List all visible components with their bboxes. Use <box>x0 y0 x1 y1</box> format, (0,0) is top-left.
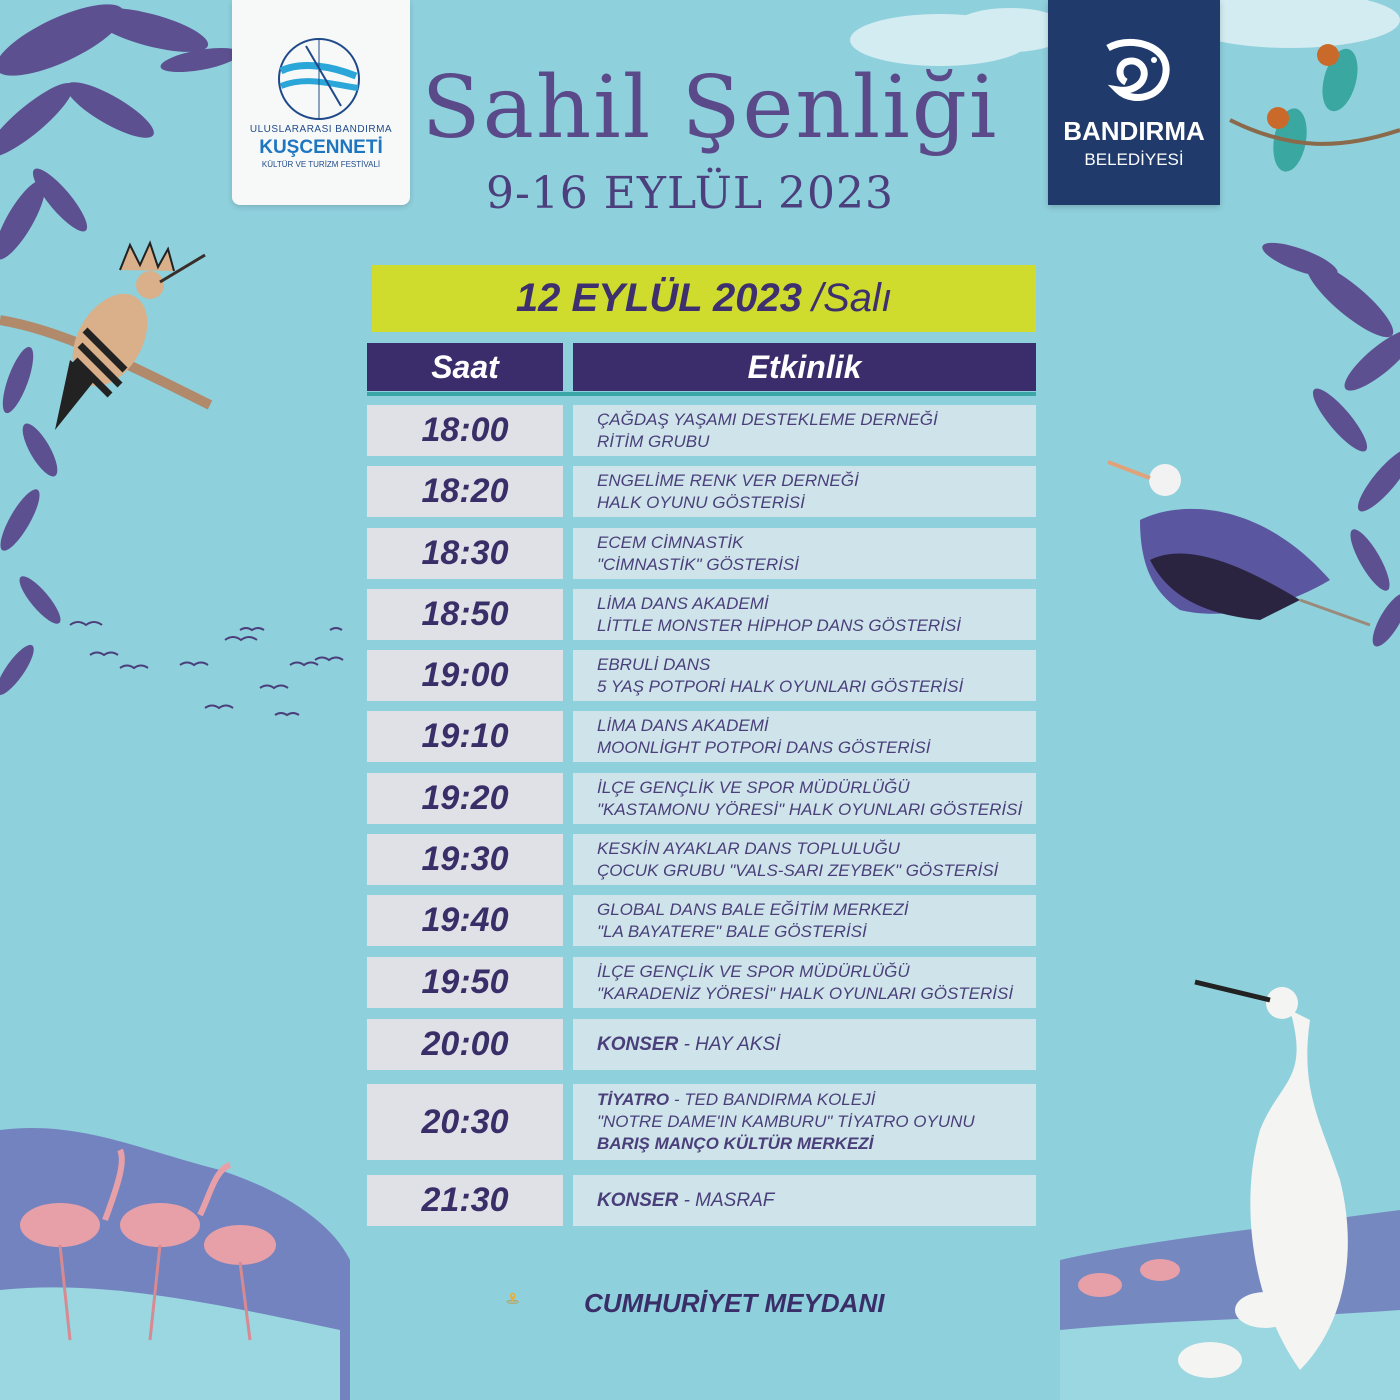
hoopoe-bird <box>55 243 205 430</box>
kuscenneti-festival-banner <box>232 0 410 205</box>
table-row <box>367 650 1036 701</box>
time-cell: 18:20 <box>367 466 563 517</box>
table-row <box>367 1019 1036 1070</box>
event-line-2: "CİMNASTİK" GÖSTERİSİ <box>597 554 799 574</box>
event-type: KONSER <box>597 1033 679 1055</box>
event-line-2: "NOTRE DAME'IN KAMBURU" TİYATRO OYUNU <box>597 1112 975 1131</box>
time-cell: 19:00 <box>367 650 563 701</box>
table-row <box>367 773 1036 824</box>
event-cell <box>573 650 1036 701</box>
event-name: - TED BANDIRMA KOLEJİ <box>669 1090 876 1109</box>
table-row <box>367 895 1036 946</box>
table-row <box>367 405 1036 456</box>
event-line-1 <box>597 1089 1036 1111</box>
bandirma-municipality-banner <box>1048 0 1220 205</box>
event-cell <box>573 711 1036 762</box>
event-line-1: İLÇE GENÇLİK VE SPOR MÜDÜRLÜĞÜ <box>597 961 910 981</box>
event-name: - MASRAF <box>678 1189 775 1211</box>
time-cell: 20:30 <box>367 1084 563 1160</box>
table-row <box>367 1175 1036 1226</box>
event-cell <box>573 1084 1036 1160</box>
event-cell <box>573 528 1036 579</box>
event-venue: BARIŞ MANÇO KÜLTÜR MERKEZİ <box>597 1134 874 1153</box>
heron-bird <box>1108 462 1370 625</box>
event-cell <box>573 957 1036 1008</box>
event-line-2: MOONLİGHT POTPORİ DANS GÖSTERİSİ <box>597 737 931 757</box>
logo-text-line2: KUŞCENNETİ <box>259 137 383 158</box>
event-line-1: LİMA DANS AKADEMİ <box>597 715 769 735</box>
event-name: - HAY AKSİ <box>678 1033 781 1055</box>
event-cell <box>573 1175 1036 1226</box>
table-row <box>367 466 1036 517</box>
event-type: TİYATRO <box>597 1090 670 1109</box>
page-title: Sahil Şenliği <box>421 58 999 158</box>
event-line-2: ÇOCUK GRUBU "VALS-SARI ZEYBEK" GÖSTERİSİ <box>597 860 999 880</box>
bee-eater-birds <box>1230 44 1400 174</box>
time-cell: 19:10 <box>367 711 563 762</box>
table-row <box>367 528 1036 579</box>
event-line-2: "LA BAYATERE" BALE GÖSTERİSİ <box>597 921 867 941</box>
event-line-1: KESKİN AYAKLAR DANS TOPLULUĞU <box>597 838 900 858</box>
event-line-1: ECEM CİMNASTİK <box>597 532 744 552</box>
event-line-2: RİTİM GRUBU <box>597 431 710 451</box>
table-row <box>367 589 1036 640</box>
event-cell <box>573 834 1036 885</box>
column-header-event: Etkinlik <box>573 343 1036 391</box>
belediyesi-text: BELEDİYESİ <box>1084 150 1184 169</box>
time-cell: 18:30 <box>367 528 563 579</box>
location-pin-icon <box>505 1260 585 1340</box>
event-line-1: ÇAĞDAŞ YAŞAMI DESTEKLEME DERNEĞİ <box>597 409 938 429</box>
table-row <box>367 711 1036 762</box>
event-cell <box>573 773 1036 824</box>
bandirma-text: BANDIRMA <box>1063 116 1205 146</box>
event-line-1 <box>597 1190 1036 1212</box>
time-cell: 19:50 <box>367 957 563 1008</box>
event-cell <box>573 895 1036 946</box>
time-cell: 18:00 <box>367 405 563 456</box>
event-line-1: İLÇE GENÇLİK VE SPOR MÜDÜRLÜĞÜ <box>597 777 910 797</box>
header-divider <box>367 392 1036 396</box>
time-cell: 19:40 <box>367 895 563 946</box>
event-line-2: LİTTLE MONSTER HİPHOP DANS GÖSTERİSİ <box>597 615 961 635</box>
event-line-1: GLOBAL DANS BALE EĞİTİM MERKEZİ <box>597 899 909 919</box>
event-line-1: LİMA DANS AKADEMİ <box>597 593 769 613</box>
time-cell: 21:30 <box>367 1175 563 1226</box>
event-line-2: 5 YAŞ POTPORİ HALK OYUNLARI GÖSTERİSİ <box>597 676 964 696</box>
globe-bird-logo-icon <box>276 36 362 122</box>
logo-text-line3: KÜLTÜR VE TURİZM FESTİVALİ <box>261 160 381 169</box>
event-line-1: ENGELİME RENK VER DERNEĞİ <box>597 470 859 490</box>
event-type: KONSER <box>597 1189 679 1211</box>
day-date: 12 EYLÜL 2023 <box>515 276 803 320</box>
table-row <box>367 1084 1036 1160</box>
time-cell: 19:20 <box>367 773 563 824</box>
event-line-2: HALK OYUNU GÖSTERİSİ <box>597 492 805 512</box>
table-row <box>367 834 1036 885</box>
event-cell <box>573 1019 1036 1070</box>
event-cell <box>573 466 1036 517</box>
day-weekday: /Salı <box>812 276 893 320</box>
event-line-2: "KARADENİZ YÖRESİ" HALK OYUNLARI GÖSTERİSİ <box>597 983 1014 1003</box>
event-line-2: "KASTAMONU YÖRESİ" HALK OYUNLARI GÖSTERİSİ <box>597 799 1023 819</box>
location-label: CUMHURİYET MEYDANI <box>584 1288 885 1318</box>
event-cell <box>573 589 1036 640</box>
event-cell <box>573 405 1036 456</box>
time-cell: 20:00 <box>367 1019 563 1070</box>
event-line-1: EBRULİ DANS <box>597 654 711 674</box>
day-band <box>372 265 1036 332</box>
festival-dates: 9-16 EYLÜL 2023 <box>485 168 895 219</box>
event-line-1 <box>597 1034 1036 1056</box>
bandirma-bird-logo-icon <box>1096 38 1174 108</box>
time-cell: 19:30 <box>367 834 563 885</box>
table-row <box>367 957 1036 1008</box>
logo-text-line1: ULUSLARARASI BANDIRMA <box>249 124 393 135</box>
time-cell: 18:50 <box>367 589 563 640</box>
column-header-time: Saat <box>367 343 563 391</box>
